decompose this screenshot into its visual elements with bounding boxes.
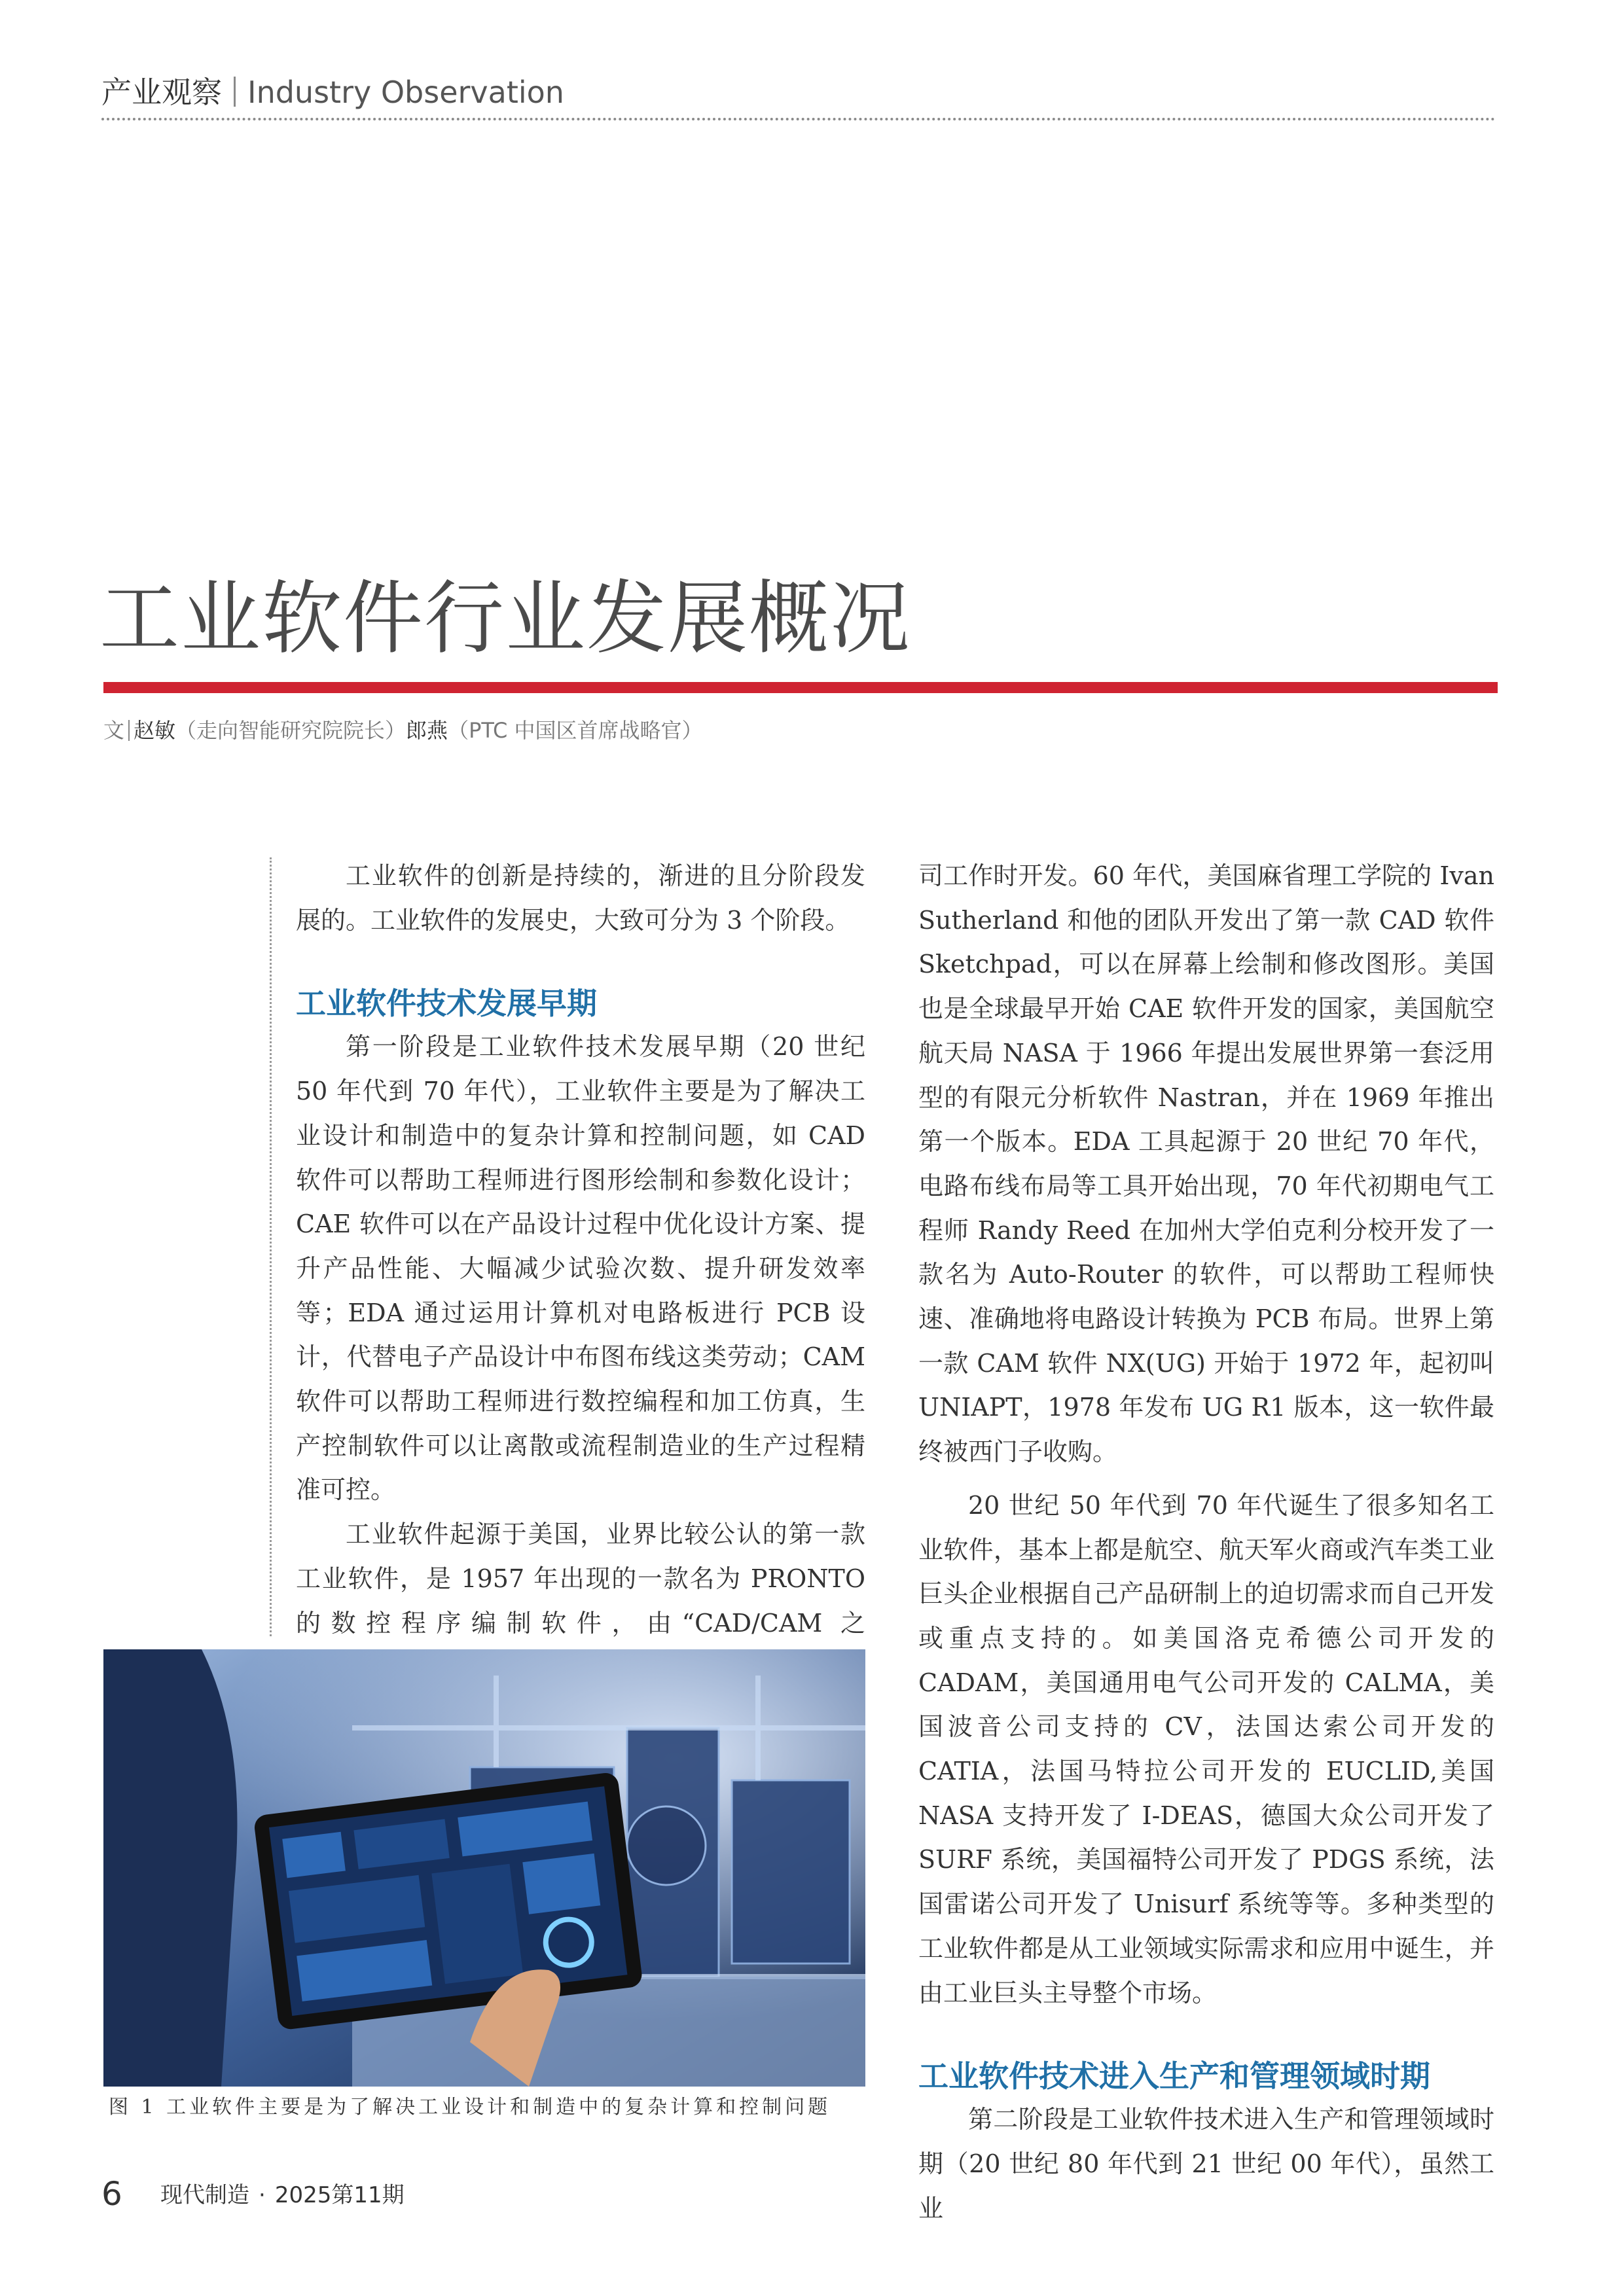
title-red-rule [103, 682, 1498, 693]
body-paragraph: 第一阶段是工业软件技术发展早期（20 世纪 50 年代到 70 年代），工业软件主要是为了解决工业设计和制造中的复杂计算和控制问题，如 CAD 软件可以帮助工程师进行图形绘制和参数化设计；CAE 软件可以在产品设计过程中优化设计方案、提升产品性能、大幅减少试验次数、提升研发效率等；EDA 通过运用计算机对电路板进行 PCB 设计，代替电子产品设计中布图布线这类劳动；CAM 软件可以帮助工程师进行数控编程和加工仿真，生产控制软件可以让离散或流程制造业的生产过程精准可控。 [296, 1032, 865, 1505]
author-role: （走向智能研究院院长） [175, 718, 406, 743]
body-paragraph: 20 世纪 50 年代到 70 年代诞生了很多知名工业软件，基本上都是航空、航天军火商或汽车类工业巨头企业根据自己产品研制上的迫切需求而自己开发或重点支持的。如美国洛克希德公司开发的 CADAM，美国通用电气公司开发的 CALMA，美国波音公司支持的 CV，法国达索公司开发的 CATIA，法国马特拉公司开发的 EUCLID,美国 NASA 支持开发了 I-DEAS，德国大众公司开发了 SURF 系统，美国福特公司开发了 PDGS 系统，法国雷诺公司开发了 Unisurf 系统等等。多种类型的工业软件都是从工业领域实际需求和应用中诞生，并由工业巨头主导整个市场。 [918, 1490, 1494, 2007]
section-heading: 工业软件技术进入生产和管理领域时期 [918, 2058, 1430, 2094]
journal-name: 现代制造 [160, 2182, 249, 2208]
author-name: 赵敏 [134, 718, 176, 743]
section-title-en: Industry Observation [247, 75, 564, 110]
body-paragraph: 工业软件起源于美国，业界比较公认的第一款工业软件，是 1957 年出现的一款名为 PRONTO 的数控程序编制软件，由“CAD/CAM 之 [296, 1520, 865, 1638]
header-divider [234, 77, 236, 107]
body-paragraph: 司工作时开发。60 年代，美国麻省理工学院的 Ivan Sutherland 和他的团队开发出了第一款 CAD 软件 Sketchpad，可以在屏幕上绘制和修改图形。美国也是全球最早开始 CAE 软件开发的国家，美国航空航天局 NASA 于 1966 年提出发展世界第一套泛用型的有限元分析软件 Nastran，并在 1969 年推出第一个版本。EDA 工具起源于 20 世纪 70 年代，电路布线布局等工具开始出现，70 年代初期电气工程师 Randy Reed 在加州大学伯克利分校开发了一款名为 Auto-Router 的软件，可以帮助工程师快速、准确地将电路设计转换为 PCB 布局。世界上第一款 CAM 软件 NX(UG) 开始于 1972 年，起初叫 UNIAPT，1978 年发布 UG R1 版本，这一软件最终被西门子收购。 [918, 861, 1494, 1467]
left-column [296, 854, 865, 1690]
figure-caption: 图 1 工业软件主要是为了解决工业设计和制造中的复杂计算和控制问题 [109, 2096, 831, 2119]
section-heading: 工业软件技术发展早期 [296, 986, 597, 1022]
journal-issue: 2025第11期 [274, 2182, 405, 2208]
author-name: 郎燕 [406, 718, 448, 743]
page-number: 6 [101, 2175, 122, 2213]
factory-tablet-illustration [103, 1649, 865, 2087]
figure-photo [103, 1649, 865, 2087]
header-dotted-rule [101, 118, 1496, 120]
byline [103, 715, 703, 746]
author-role: （PTC 中国区首席战略官） [448, 718, 703, 743]
section-title-cn: 产业观察 [101, 75, 222, 110]
byline-prefix: 文 [103, 718, 125, 743]
journal-separator: · [259, 2182, 266, 2208]
body-paragraph: 第二阶段是工业软件技术进入生产和管理领域时期（20 世纪 80 年代到 21 世纪 00 年代），虽然工业 [918, 2105, 1494, 2223]
right-column [918, 854, 1494, 2231]
section-header [101, 71, 564, 114]
byline-divider [128, 720, 130, 741]
article-title: 工业软件行业发展概况 [99, 572, 911, 665]
journal-info [160, 2179, 405, 2211]
intro-paragraph: 工业软件的创新是持续的，渐进的且分阶段发展的。工业软件的发展史，大致可分为 3 个阶段。 [296, 861, 865, 935]
column-dotted-rule [270, 857, 272, 1636]
